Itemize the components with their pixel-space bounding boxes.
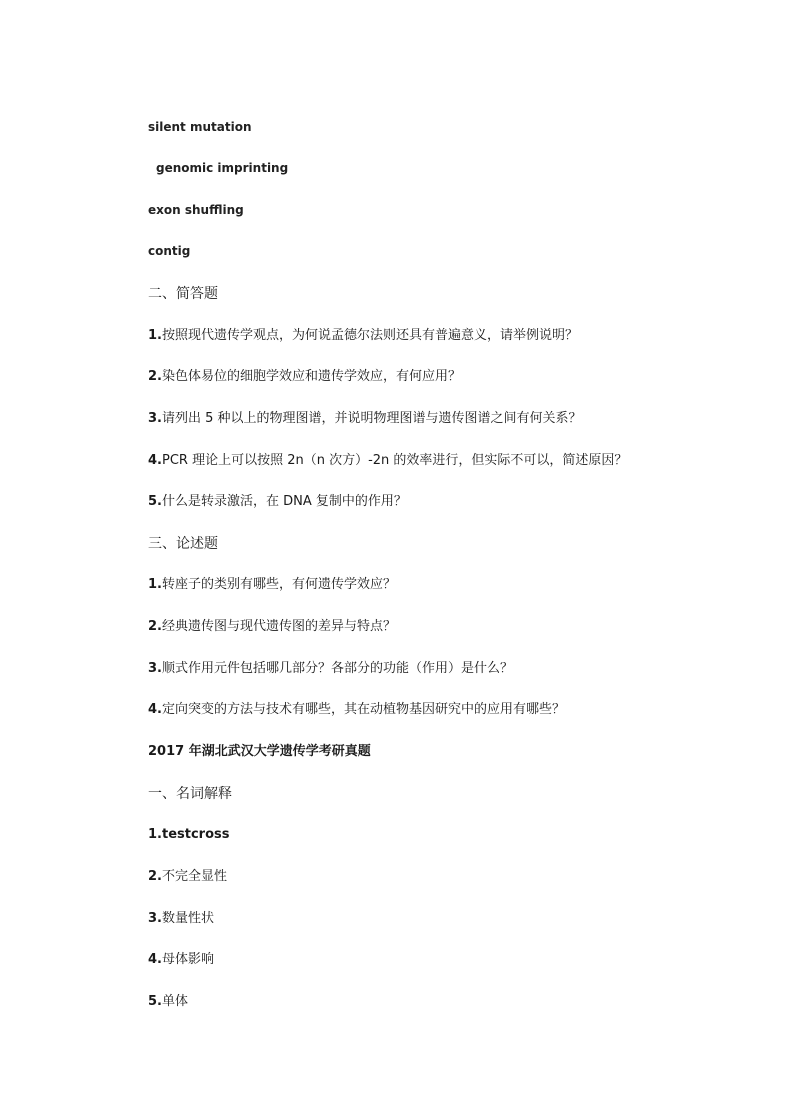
question-item — [148, 701, 565, 719]
question-text: 请列出 5 种以上的物理图谱，并说明物理图谱与遗传图谱之间有何关系？ — [161, 411, 582, 426]
question-number: 2. — [148, 369, 162, 384]
question-number: 3. — [148, 411, 162, 426]
term-definition-item — [148, 951, 214, 969]
section-heading: 二、简答题 — [148, 286, 218, 302]
item-number: 2. — [148, 869, 162, 884]
item-number: 4. — [148, 952, 162, 967]
term-definition-item — [148, 826, 230, 844]
term-item: genomic imprinting — [156, 161, 289, 175]
question-number: 3. — [148, 661, 162, 676]
item-number: 1. — [148, 827, 162, 842]
question-item — [148, 410, 582, 428]
item-text: 单体 — [161, 994, 188, 1009]
term-item: contig — [148, 244, 191, 258]
question-text: 转座子的类别有哪些，有何遗传学效应？ — [161, 577, 396, 592]
question-text: 染色体易位的细胞学效应和遗传学效应，有何应用？ — [161, 369, 461, 384]
term-definition-item — [148, 910, 214, 928]
question-number: 5. — [148, 494, 162, 509]
question-text: PCR 理论上可以按照 2n（n 次方）-2n 的效率进行，但实际不可以，简述原因？ — [161, 453, 628, 468]
item-text: testcross — [161, 827, 230, 842]
term-definition-item — [148, 868, 227, 886]
section-heading: 一、名词解释 — [148, 786, 232, 802]
question-item — [148, 618, 396, 636]
question-item — [148, 327, 578, 345]
question-text: 顺式作用元件包括哪几部分？各部分的功能（作用）是什么？ — [161, 661, 513, 676]
item-text: 数量性状 — [161, 911, 214, 926]
section-heading: 三、论述题 — [148, 536, 218, 552]
term-item: silent mutation — [148, 120, 252, 134]
item-number: 3. — [148, 911, 162, 926]
question-number: 1. — [148, 328, 162, 343]
question-number: 2. — [148, 619, 162, 634]
question-number: 4. — [148, 702, 162, 717]
question-text: 按照现代遗传学观点，为何说孟德尔法则还具有普遍意义，请举例说明？ — [161, 328, 578, 343]
question-item — [148, 576, 396, 594]
question-text: 经典遗传图与现代遗传图的差异与特点？ — [161, 619, 396, 634]
exam-title: 2017 年湖北武汉大学遗传学考研真题 — [148, 744, 371, 759]
item-number: 5. — [148, 994, 162, 1009]
question-item — [148, 660, 513, 678]
question-text: 定向突变的方法与技术有哪些，其在动植物基因研究中的应用有哪些？ — [161, 702, 565, 717]
question-item — [148, 452, 627, 470]
term-definition-item — [148, 993, 188, 1011]
question-text: 什么是转录激活，在 DNA 复制中的作用？ — [161, 494, 407, 509]
item-text: 不完全显性 — [161, 869, 227, 884]
question-item — [148, 368, 461, 386]
term-item: exon shuffling — [148, 203, 244, 217]
question-number: 4. — [148, 453, 162, 468]
item-text: 母体影响 — [161, 952, 214, 967]
question-number: 1. — [148, 577, 162, 592]
question-item — [148, 493, 407, 511]
